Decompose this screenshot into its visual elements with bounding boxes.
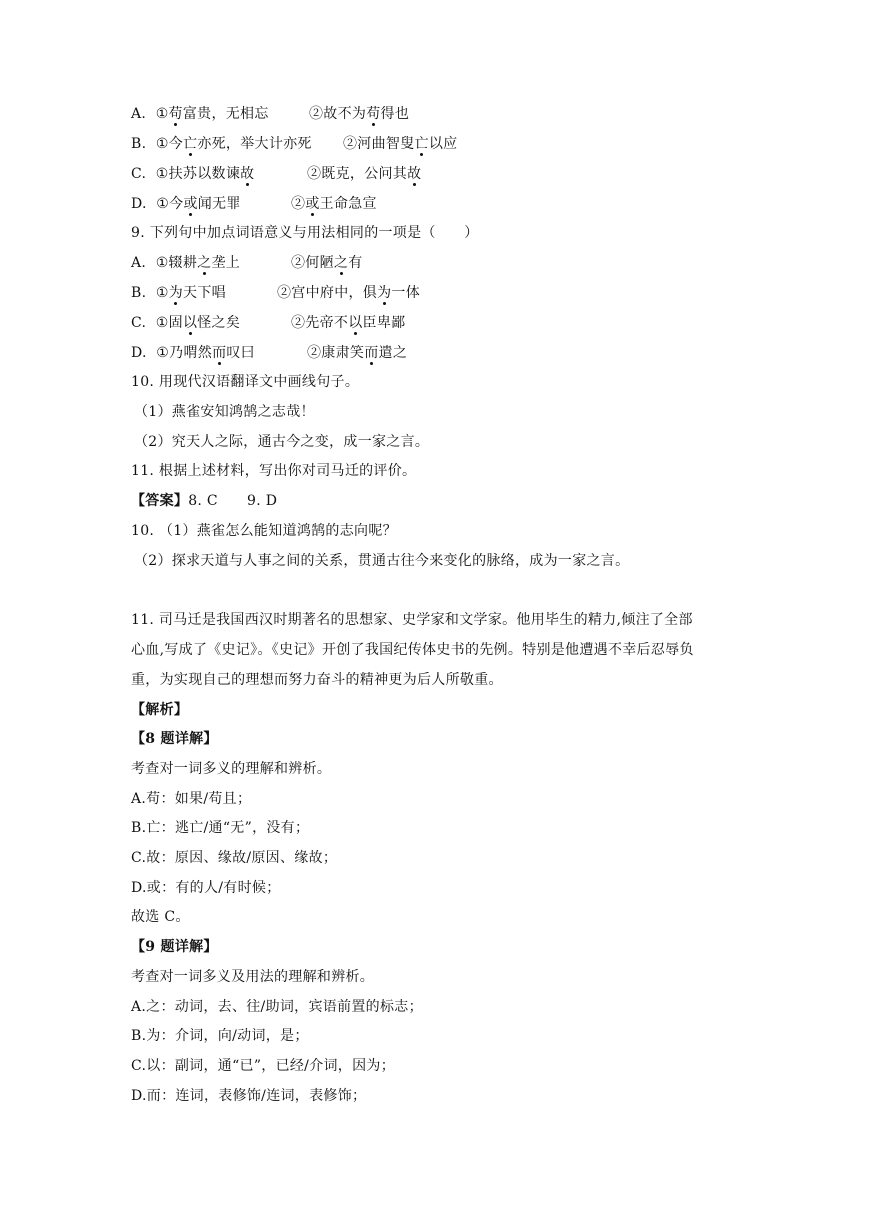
- phrase-2-post: 遣之: [378, 345, 408, 361]
- phrase-1-post: 亦死，举大计亦死: [197, 136, 312, 152]
- phrase-1-pre: ①今: [155, 136, 184, 152]
- q8-option-c: [131, 164, 422, 184]
- phrase-1-post: 叹曰: [226, 345, 255, 361]
- answer-tag: 【答案】: [131, 493, 189, 509]
- q9-option-c: [131, 313, 406, 333]
- q8-option-b: [131, 134, 458, 154]
- phrase-1-pre: ①乃喟然: [156, 345, 213, 361]
- dotted-word: 为: [377, 285, 392, 301]
- phrase-2-pre: ②: [291, 196, 306, 212]
- option-label: A.: [131, 106, 147, 122]
- dotted-word: 亡: [414, 136, 429, 152]
- q8-detail-line: B.亡：逃亡/通“无”，没有；: [131, 820, 310, 836]
- phrase-2-post: 以应: [428, 136, 458, 152]
- phrase-1-pre: ①: [155, 106, 169, 122]
- option-label: C.: [131, 315, 147, 331]
- dotted-word: 以: [182, 315, 198, 331]
- phrase-2-pre: ②先帝不: [291, 315, 349, 331]
- q9-option-b: [131, 283, 421, 303]
- phrase-1-pre: ①: [155, 285, 169, 301]
- phrase-2-pre: ②故不为: [309, 106, 367, 122]
- q9-detail-line: C.以：副词，通“已”，已经/介词，因为；: [131, 1058, 395, 1074]
- phrase-2-pre: ②康肃笑: [307, 345, 365, 361]
- phrase-1-post: 垄上: [211, 255, 241, 271]
- q10-sentence-1: （1）燕雀安知鸿鹄之志哉！: [134, 404, 315, 420]
- q9-detail-line: A.之：动词，去、往/助词，宾语前置的标志；: [131, 999, 423, 1015]
- answer-11-line-1: 11. 司马迁是我国西汉时期著名的思想家、史学家和文学家。他用毕生的精力,倾注了全部: [131, 612, 693, 628]
- q9-detail-intro: 考查对一词多义及用法的理解和辨析。: [131, 969, 375, 985]
- phrase-1-pre: ①扶苏以数谏: [155, 166, 241, 182]
- dotted-word: 苟: [366, 106, 381, 122]
- dotted-word: 故: [407, 166, 422, 182]
- answer-10-1: 10. （1）燕雀怎么能知道鸿鹄的志向呢？: [131, 523, 397, 539]
- q8-detail-line: D.或：有的人/有时候；: [131, 880, 281, 896]
- q8-option-a: [131, 104, 410, 124]
- dotted-word: 故: [240, 166, 255, 182]
- option-label: D.: [131, 345, 147, 361]
- phrase-2-post: 臣卑鄙: [362, 315, 406, 331]
- phrase-1-post: 闻无罪: [197, 196, 241, 212]
- phrase-2-post: 王命急宣: [319, 196, 377, 212]
- dotted-word: 或: [183, 196, 198, 212]
- answer-line: [131, 491, 278, 511]
- q9-option-a: [131, 253, 363, 273]
- dotted-word: 而: [364, 345, 379, 361]
- phrase-2-pre: ②既克，公问其: [307, 166, 408, 182]
- dotted-word: 亡: [183, 136, 198, 152]
- q8-detail-line: C.故：原因、缘故/原因、缘故；: [131, 850, 338, 866]
- analysis-tag: 【解析】: [131, 702, 189, 718]
- dotted-word: 而: [212, 345, 227, 361]
- q10-sentence-2: （2）究天人之际，通古今之变，成一家之言。: [134, 434, 430, 450]
- phrase-1-pre: ①固: [155, 315, 183, 331]
- phrase-2-post: 得也: [380, 106, 410, 122]
- q9-stem: 9. 下列句中加点词语意义与用法相同的一项是（ ）: [131, 225, 479, 241]
- q11-stem: 11. 根据上述材料，写出你对司马迁的评价。: [131, 463, 417, 479]
- answer-10-2: （2）探求天道与人事之间的关系，贯通古往今来变化的脉络，成为一家之言。: [134, 553, 630, 569]
- option-label: C.: [131, 166, 147, 182]
- option-label: A.: [131, 255, 147, 271]
- q9-detail-tag: 【9 题详解】: [131, 939, 218, 955]
- q9-option-d: [131, 343, 408, 363]
- answer-q9: 9. D: [247, 493, 278, 509]
- phrase-1-post: 天下唱: [183, 285, 226, 301]
- option-label: B.: [131, 285, 147, 301]
- q10-stem: 10. 用现代汉语翻译文中画线句子。: [131, 374, 360, 390]
- dotted-word: 为: [168, 285, 184, 301]
- phrase-2-pre: ②河曲智叟: [343, 136, 415, 152]
- phrase-2-pre: ②何陋: [291, 255, 334, 271]
- q8-option-d: [131, 194, 377, 214]
- phrase-1-post: 富贵，无相忘: [182, 106, 269, 122]
- q8-detail-tag: 【8 题详解】: [131, 731, 218, 747]
- option-label: B.: [131, 136, 147, 152]
- q8-conclusion: 故选 C。: [131, 909, 190, 925]
- dotted-word: 之: [197, 255, 212, 271]
- phrase-1-post: 怪之矣: [197, 315, 241, 331]
- option-label: D.: [131, 196, 147, 212]
- q9-detail-line: B.为：介词，向/动词，是；: [131, 1028, 309, 1044]
- phrase-1-pre: ①辍耕: [155, 255, 198, 271]
- dotted-word: 或: [305, 196, 320, 212]
- q8-detail-line: A.苟：如果/苟且；: [131, 791, 252, 807]
- dotted-word: 以: [348, 315, 363, 331]
- q8-detail-intro: 考查对一词多义的理解和辨析。: [131, 761, 332, 777]
- phrase-2-pre: ②宫中府中，俱: [277, 285, 378, 301]
- phrase-2-post: 一体: [391, 285, 421, 301]
- answer-11-line-2: 心血,写成了《史记》。《史记》开创了我国纪传体史书的先例。特别是他遭遇不幸后忍辱负: [131, 642, 694, 658]
- dotted-word: 之: [333, 255, 349, 271]
- answer-11-line-3: 重，为实现自己的理想而努力奋斗的精神更为后人所敬重。: [131, 672, 503, 688]
- q9-detail-line: D.而：连词，表修饰/连词，表修饰；: [131, 1088, 367, 1104]
- answer-q8: 8. C: [188, 493, 218, 509]
- dotted-word: 苟: [168, 106, 183, 122]
- phrase-1-pre: ①今: [156, 196, 184, 212]
- phrase-2-post: 有: [348, 255, 363, 271]
